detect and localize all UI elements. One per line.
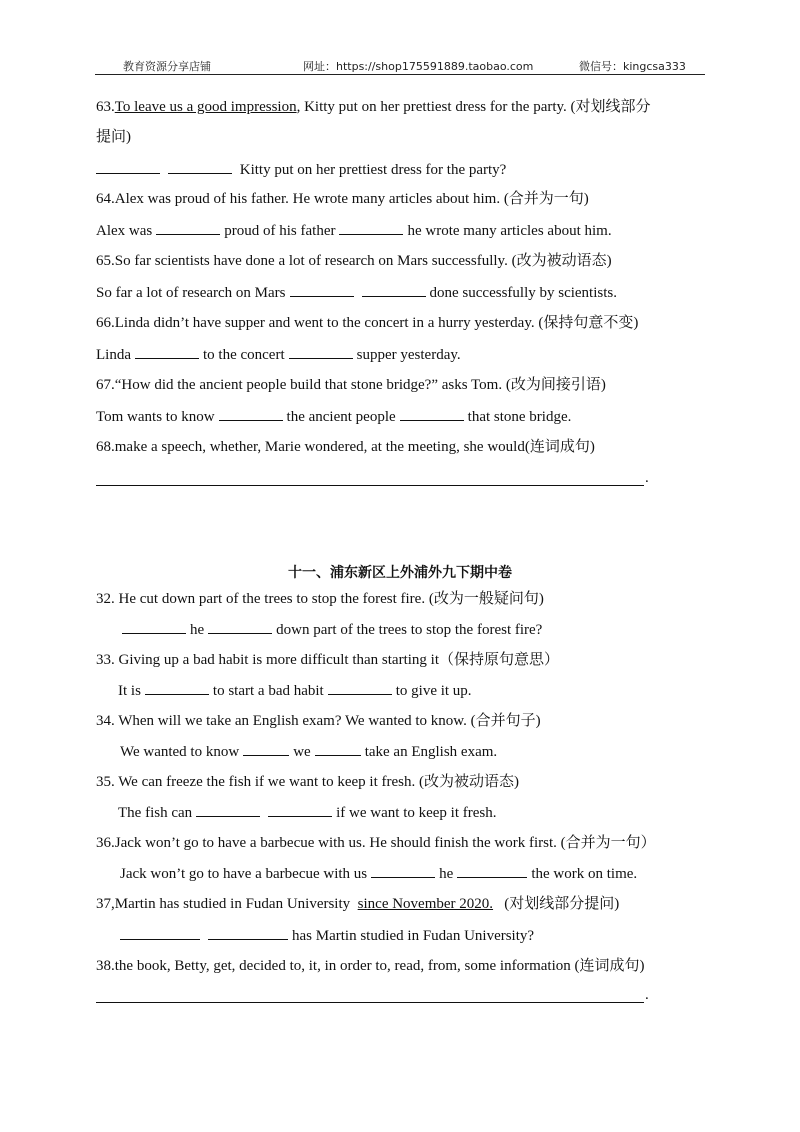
answer-blank[interactable] xyxy=(289,345,353,359)
answer-blank[interactable] xyxy=(208,620,272,634)
answer-text: he xyxy=(439,866,454,882)
header-shop-name: 教育资源分享店铺 xyxy=(123,60,211,73)
answer-blank[interactable] xyxy=(362,283,426,297)
answer-text: Kitty put on her prettiest dress for the party? xyxy=(239,162,507,178)
header-wechat: 微信号：kingcsa333 xyxy=(579,60,686,73)
question-37 xyxy=(96,895,619,913)
answer-text: down part of the trees to stop the forest fire? xyxy=(276,622,543,638)
answer-text: he wrote many articles about him. xyxy=(407,223,612,239)
answer-text: supper yesterday. xyxy=(356,347,461,363)
page-header xyxy=(95,56,705,75)
answer-blank[interactable] xyxy=(371,864,435,878)
answer-text: proud of his father xyxy=(224,223,336,239)
answer-blank[interactable] xyxy=(219,407,283,421)
answer-text: he xyxy=(190,622,205,638)
answer-text: the work on time. xyxy=(531,866,638,882)
answer-text: Jack won’t go to have a barbecue with us xyxy=(120,866,368,882)
answer-blank[interactable] xyxy=(268,803,332,817)
answer-line-38[interactable] xyxy=(96,1001,644,1003)
answer-65 xyxy=(96,283,617,302)
question-36: 36.Jack won’t go to have a barbecue with us. He should finish the work first. (合并为一句） xyxy=(96,835,656,851)
answer-text: to start a bad habit xyxy=(212,683,324,699)
answer-37 xyxy=(120,926,534,945)
answer-blank[interactable] xyxy=(145,681,209,695)
answer-blank[interactable] xyxy=(328,681,392,695)
answer-64 xyxy=(96,221,612,240)
header-url: 网址：https://shop175591889.taobao.com xyxy=(303,60,534,73)
question-65: 65.So far scientists have done a lot of research on Mars successfully. (改为被动语态) xyxy=(96,253,612,269)
answer-33 xyxy=(118,681,472,700)
answer-blank[interactable] xyxy=(243,742,289,756)
question-32: 32. He cut down part of the trees to stop the forest fire. (改为一般疑问句) xyxy=(96,591,544,607)
answer-blank[interactable] xyxy=(400,407,464,421)
answer-text: take an English exam. xyxy=(364,744,498,760)
answer-blank[interactable] xyxy=(135,345,199,359)
answer-text: to give it up. xyxy=(395,683,472,699)
period: . xyxy=(645,470,649,486)
answer-blank[interactable] xyxy=(208,926,288,940)
answer-blank[interactable] xyxy=(196,803,260,817)
answer-blank[interactable] xyxy=(168,160,232,174)
answer-text: Tom wants to know xyxy=(96,409,215,425)
answer-blank[interactable] xyxy=(96,160,160,174)
answer-line-68[interactable] xyxy=(96,484,644,486)
answer-text: So far a lot of research on Mars xyxy=(96,285,286,301)
answer-blank[interactable] xyxy=(120,926,200,940)
answer-text: if we want to keep it fresh. xyxy=(336,805,497,821)
section-title: 十一、浦东新区上外浦外九下期中卷 xyxy=(288,565,512,581)
question-34: 34. When will we take an English exam? We wanted to know. (合并句子) xyxy=(96,713,541,729)
question-67: 67.“How did the ancient people build that stone bridge?” asks Tom. (改为间接引语) xyxy=(96,377,606,393)
question-38: 38.the book, Betty, get, decided to, it, in order to, read, from, some information (连词成句) xyxy=(96,958,645,974)
answer-67 xyxy=(96,407,571,426)
question-64: 64.Alex was proud of his father. He wrote many articles about him. (合并为一句) xyxy=(96,191,589,207)
answer-text: done successfully by scientists. xyxy=(429,285,617,301)
question-text: 37,Martin has studied in Fudan University xyxy=(96,896,351,912)
answer-text: that stone bridge. xyxy=(467,409,572,425)
underlined-phrase: since November 2020. xyxy=(357,896,494,912)
answer-34 xyxy=(120,742,497,761)
answer-text: We wanted to know xyxy=(120,744,240,760)
question-text: , Kitty put on her prettiest dress for the party. (对划线部分 xyxy=(296,99,651,115)
question-66: 66.Linda didn’t have supper and went to the concert in a hurry yesterday. (保持句意不变) xyxy=(96,315,639,331)
answer-blank[interactable] xyxy=(122,620,186,634)
answer-text: Alex was xyxy=(96,223,153,239)
question-63-continued: 提问) xyxy=(96,129,131,145)
question-68: 68.make a speech, whether, Marie wondered, at the meeting, she would(连词成句) xyxy=(96,439,595,455)
answer-blank[interactable] xyxy=(457,864,527,878)
answer-63 xyxy=(96,160,506,179)
answer-text: the ancient people xyxy=(286,409,396,425)
answer-text: we xyxy=(293,744,311,760)
answer-blank[interactable] xyxy=(156,221,220,235)
answer-36 xyxy=(120,864,637,883)
answer-text: It is xyxy=(118,683,141,699)
answer-text: to the concert xyxy=(203,347,285,363)
answer-blank[interactable] xyxy=(290,283,354,297)
question-33: 33. Giving up a bad habit is more difficult than starting it（保持原句意思） xyxy=(96,652,560,668)
answer-blank[interactable] xyxy=(315,742,361,756)
question-number: 63. xyxy=(96,99,115,115)
answer-text: has Martin studied in Fudan University? xyxy=(292,928,535,944)
answer-blank[interactable] xyxy=(339,221,403,235)
answer-text: Linda xyxy=(96,347,131,363)
question-35: 35. We can freeze the fish if we want to keep it fresh. (改为被动语态) xyxy=(96,774,519,790)
question-63 xyxy=(96,98,651,116)
period: . xyxy=(645,987,649,1003)
answer-32 xyxy=(122,620,542,639)
answer-text: The fish can xyxy=(118,805,193,821)
answer-66 xyxy=(96,345,461,364)
question-instruction: (对划线部分提问) xyxy=(504,896,620,912)
answer-35 xyxy=(118,803,497,822)
underlined-phrase: To leave us a good impression xyxy=(114,99,297,115)
